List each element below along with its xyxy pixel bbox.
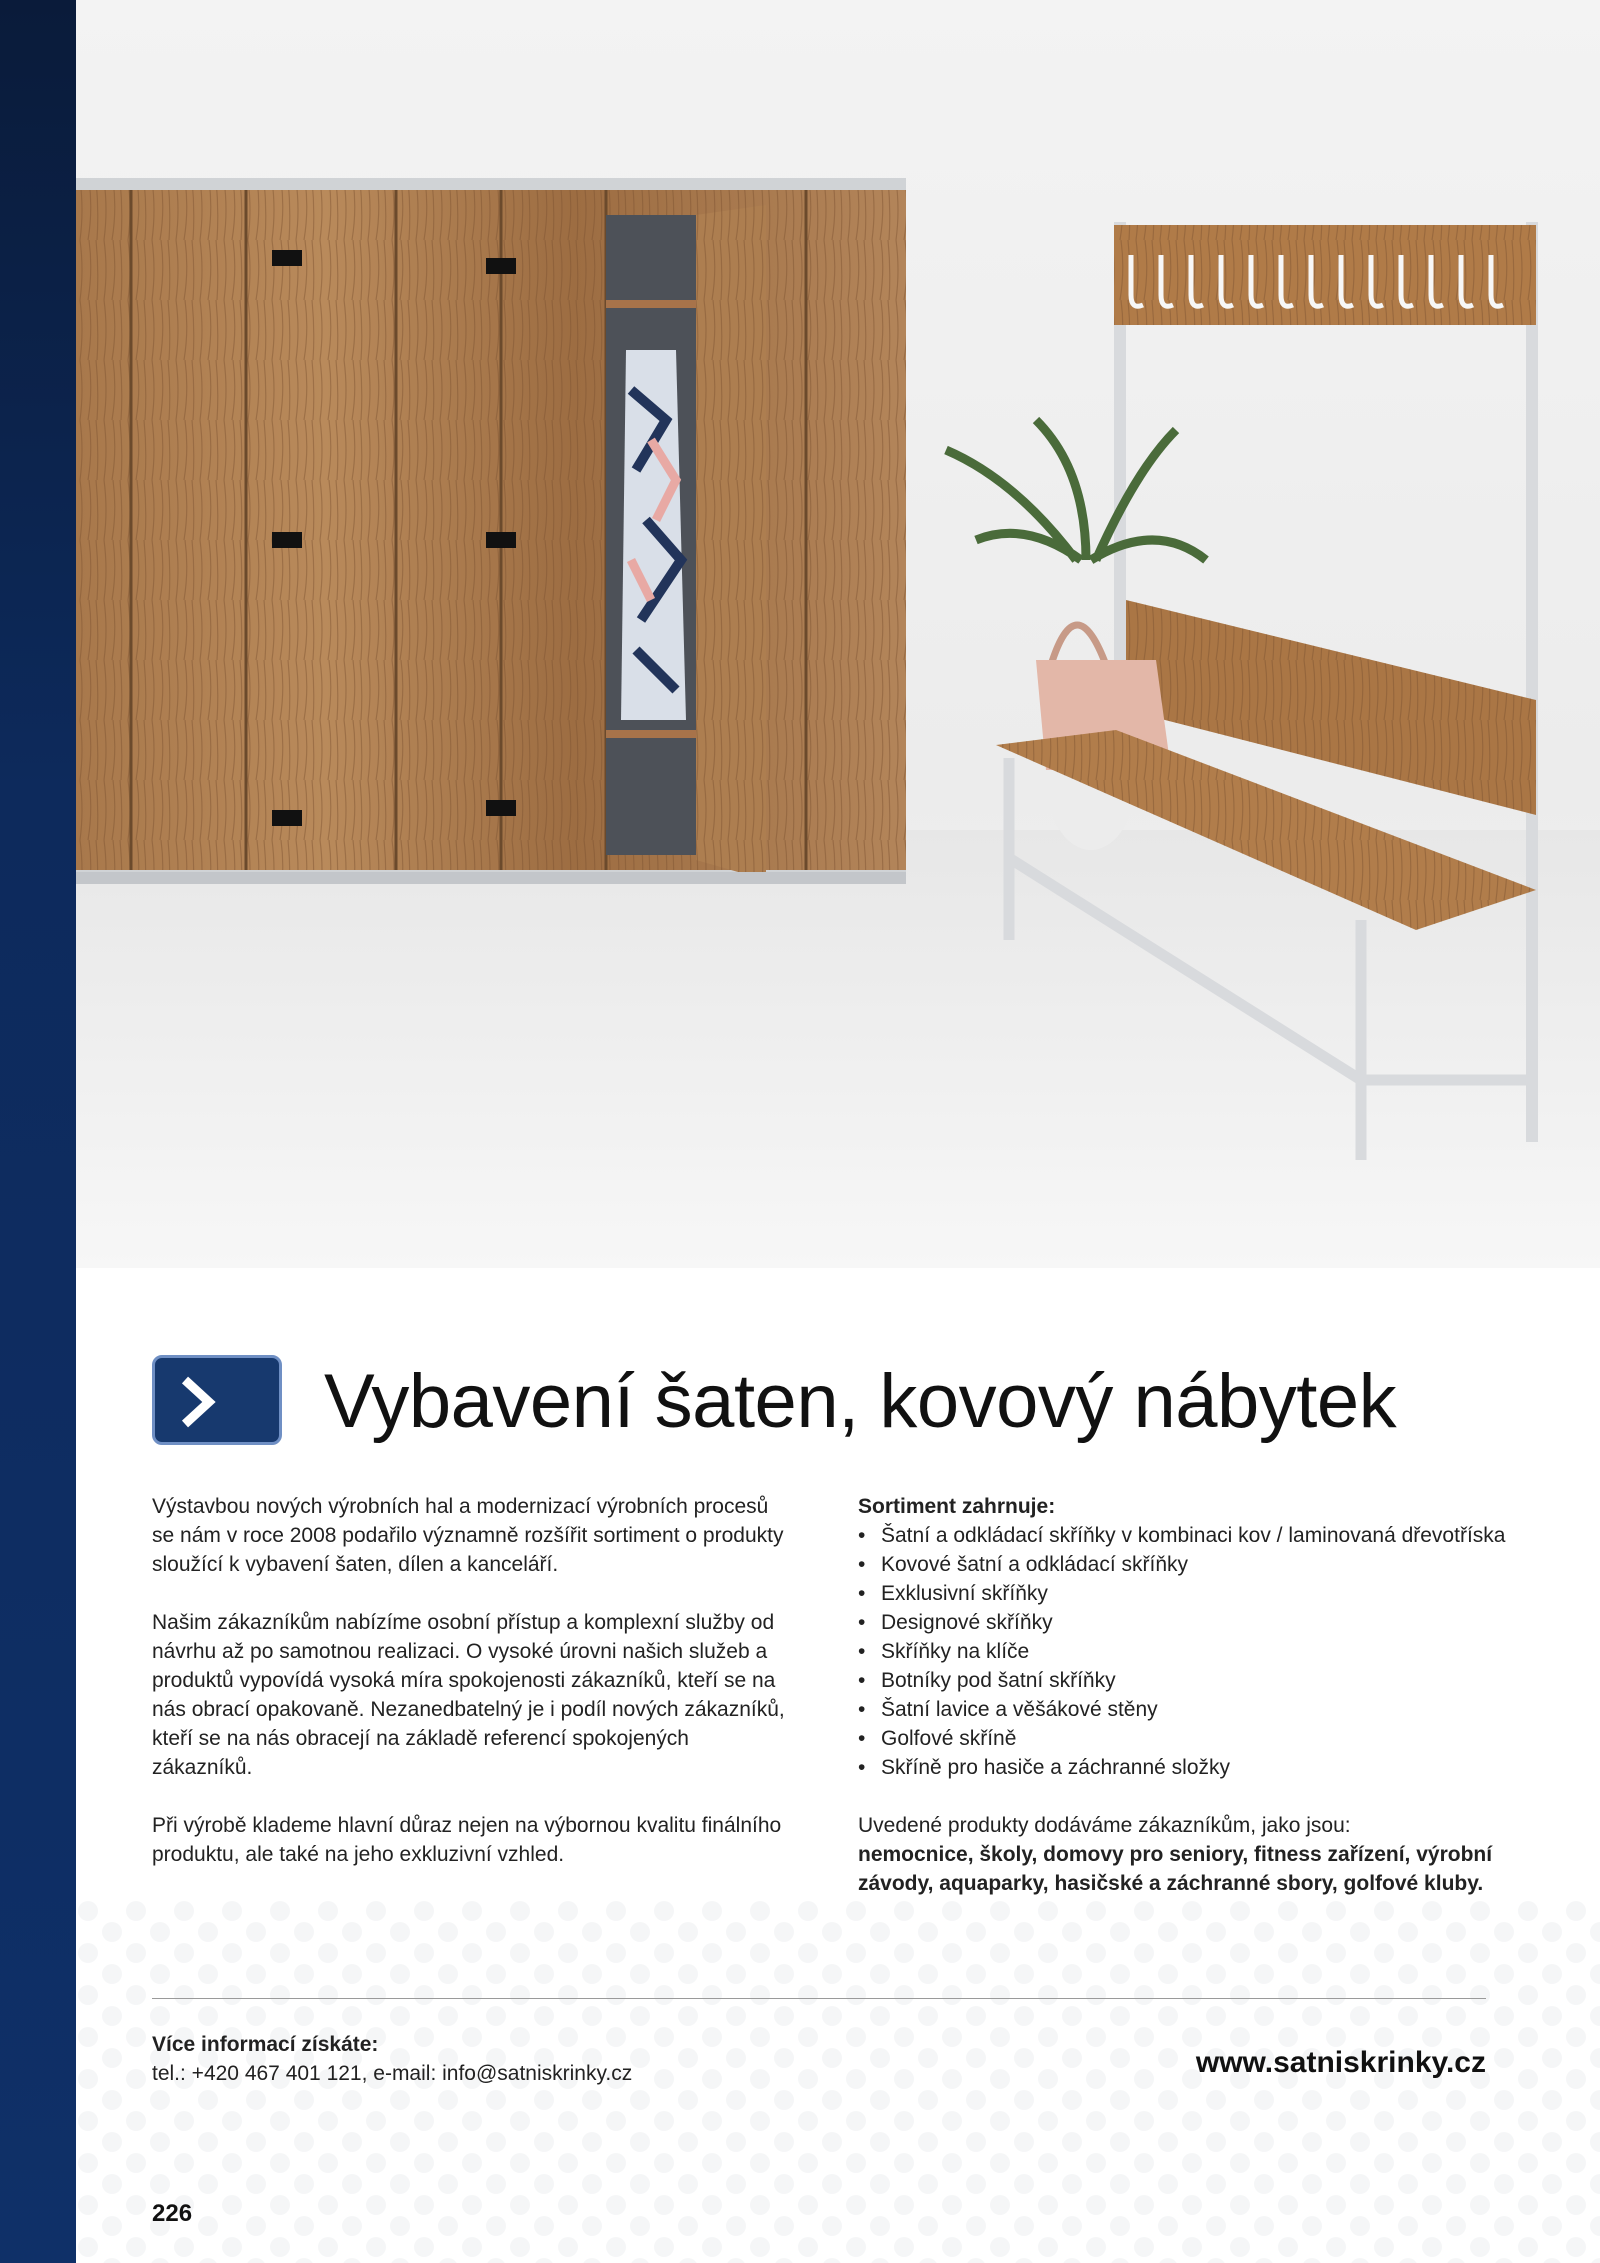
contact-label: Více informací získáte: xyxy=(152,2033,379,2056)
title-row xyxy=(152,1352,1552,1452)
website-link[interactable]: www.satniskrinky.cz xyxy=(1195,2046,1486,2079)
range-list xyxy=(858,1521,1518,1782)
list-item: • Skříně pro hasiče a záchranné složky xyxy=(858,1753,1518,1782)
list-item: • Skříňky na klíče xyxy=(858,1637,1518,1666)
list-item: • Botníky pod šatní skříňky xyxy=(858,1666,1518,1695)
list-item: • Designové skříňky xyxy=(858,1608,1518,1637)
list-item: • Kovové šatní a odkládací skříňky xyxy=(858,1550,1518,1579)
services-paragraph: Našim zákazníkům nabízíme osobní přístup a komplexní služby od návrhu až po samotnou realizaci. O vysoké úrovni našich služeb a produktů vypovídá vysoká míra spokojenosti zákazníků, kteří se na nás obrací opakovaně. Nezanedbatelný je i podíl nových zákazníků, kteří se na nás obracejí na základě referencí spokojených zákazníků. xyxy=(152,1611,785,1779)
chevron-right-icon xyxy=(169,1372,229,1432)
page-number: 226 xyxy=(152,2200,193,2227)
title-marker xyxy=(152,1355,282,1445)
page-title: Vybavení šaten, kovový nábytek xyxy=(324,1359,1397,1444)
hero-photo xyxy=(76,0,1600,1268)
intro-text xyxy=(152,1492,792,1898)
sidebar-stripe xyxy=(0,0,76,2263)
product-range xyxy=(858,1492,1518,1898)
list-item: • Golfové skříně xyxy=(858,1724,1518,1753)
customers-intro: Uvedené produkty dodáváme zákazníkům, jako jsou: xyxy=(858,1814,1351,1837)
footer-divider xyxy=(152,1998,1486,1999)
locker-wall xyxy=(76,178,906,884)
list-item: • Šatní lavice a věšákové stěny xyxy=(858,1695,1518,1724)
list-item: • Exklusivní skříňky xyxy=(858,1579,1518,1608)
intro-paragraph: Výstavbou nových výrobních hal a modernizací výrobních procesů se nám v roce 2008 podařilo významně rozšířit sortiment o produkty sloužící k vybavení šaten, dílen a kanceláří. xyxy=(152,1495,784,1576)
range-heading: Sortiment zahrnuje: xyxy=(858,1495,1056,1518)
customers-list: nemocnice, školy, domovy pro seniory, fitness zařízení, výrobní závody, aquaparky, hasičské a záchranné sbory, golfové kluby. xyxy=(858,1843,1493,1895)
list-item: • Šatní a odkládací skříňky v kombinaci kov / laminovaná dřevotříska xyxy=(858,1521,1518,1550)
quality-paragraph: Při výrobě klademe hlavní důraz nejen na výbornou kvalitu finálního produktu, ale také na jeho exkluzivní vzhled. xyxy=(152,1814,782,1866)
contact-details: tel.: +420 467 401 121, e-mail: info@satniskrinky.cz xyxy=(152,2062,633,2085)
contact-info xyxy=(152,2030,632,2088)
